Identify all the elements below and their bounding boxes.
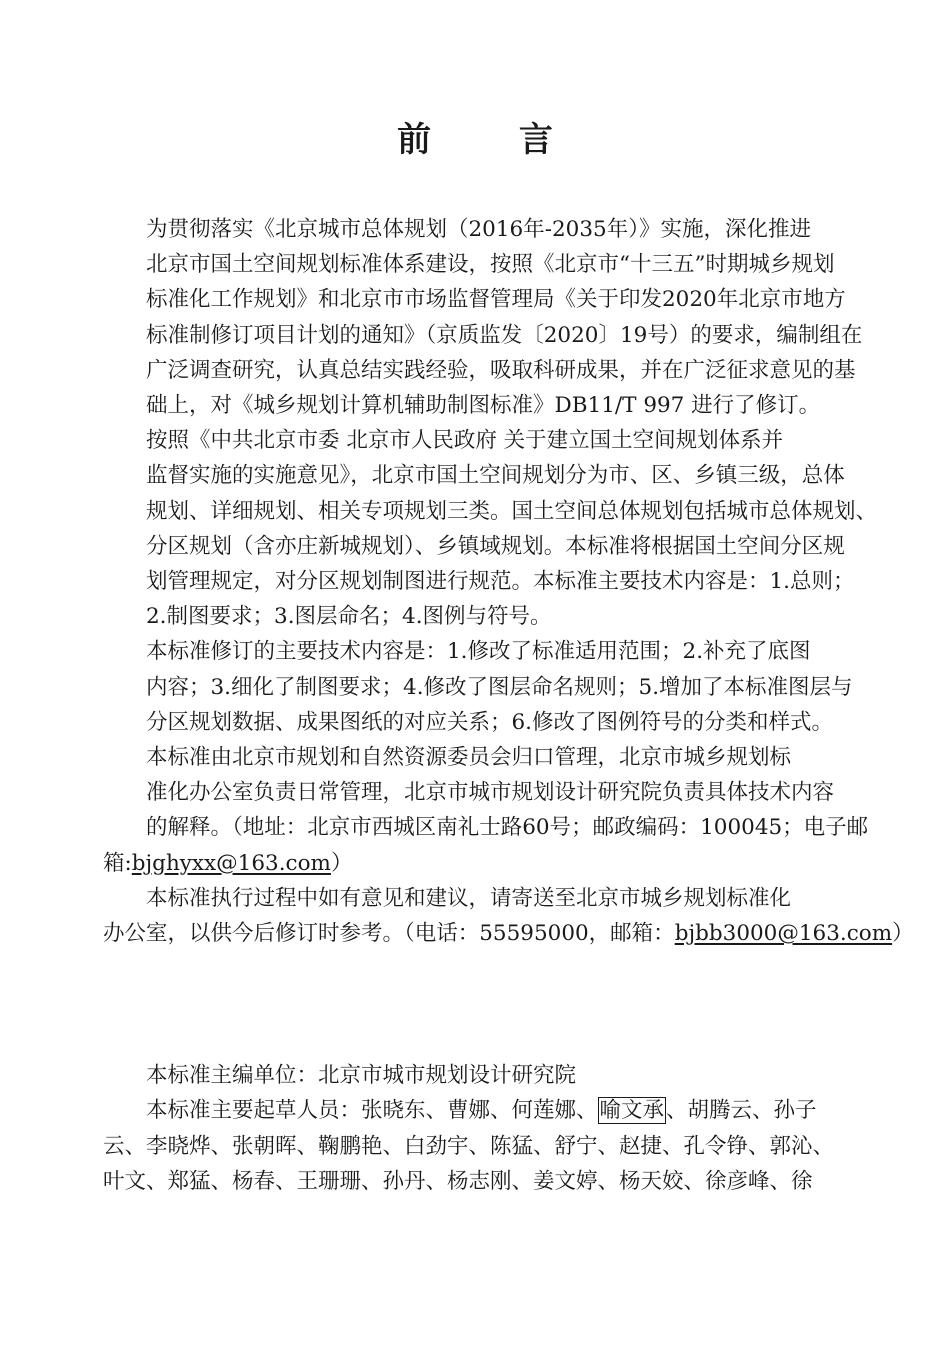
email-prefix: 箱:: [103, 850, 132, 876]
text-line: 标准制修订项目计划的通知》（京质监发〔2020〕19号）的要求，编制组在: [146, 322, 863, 348]
text-line: 划管理规定，对分区规划制图进行规范。本标准主要技术内容是：1.总则；: [146, 569, 855, 595]
drafters-prefix: 本标准主要起草人员：张晓东、曹娜、何莲娜、: [146, 1098, 598, 1124]
paragraph-4: [103, 740, 869, 881]
page-title: 前 言: [397, 120, 591, 160]
editor-unit: [103, 1058, 849, 1093]
phone-text: 办公室，以供今后修订时参考。（电话：55595000，邮箱：: [103, 921, 675, 947]
text-line: 础上，对《城乡规划计算机辅助制图标准》DB11/T 997 进行了修订。: [146, 393, 821, 419]
text-line: 的解释。（地址：北京市西城区南礼士路60号；邮政编码：100045；电子邮: [146, 815, 869, 841]
highlighted-name: 喻文承: [599, 1098, 665, 1124]
text-line: 按照《中共北京市委 北京市人民政府 关于建立国土空间规划体系并: [146, 428, 784, 454]
text-line: 本标准由北京市规划和自然资源委员会归口管理，北京市城乡规划标: [146, 745, 792, 771]
text-line: 分区规划（含亦庄新城规划）、乡镇域规划。本标准将根据国土空间分区规: [146, 533, 845, 559]
text-line: 本标准执行过程中如有意见和建议，请寄送至北京市城乡规划标准化: [146, 885, 792, 911]
email-suffix: ）: [892, 921, 914, 947]
text-line: 为贯彻落实《北京城市总体规划（2016年-2035年）》实施，深化推进: [146, 217, 811, 242]
text-line: 监督实施的实施意见》，北京市国土空间规划分为市、区、乡镇三级，总体: [146, 463, 845, 489]
feedback-email-link[interactable]: bjbb3000@163.com: [674, 921, 893, 947]
text-line: 标准化工作规划》和北京市市场监督管理局《关于印发2020年北京市地方: [146, 287, 846, 313]
text-line: 规划、详细规划、相关专项规划三类。国土空间总体规划包括城市总体规划、: [146, 498, 878, 524]
drafters-suffix: 、胡腾云、孙子: [666, 1098, 817, 1124]
text-line: 广泛调查研究，认真总结实践经验，吸取科研成果，并在广泛征求意见的基: [146, 357, 856, 383]
paragraph-3: [103, 634, 853, 740]
drafters-paragraph: [103, 1093, 849, 1199]
text-line: 内容；3.细化了制图要求；4.修改了图层命名规则；5.增加了本标准图层与: [146, 674, 853, 700]
paragraph-2: [103, 423, 878, 634]
email-suffix: ）: [330, 850, 353, 876]
text-line: 叶文、郑猛、杨春、王珊珊、孙丹、杨志刚、姜文婷、杨天姣、徐彦峰、徐: [103, 1168, 813, 1194]
text-line: 2.制图要求；3.图层命名；4.图例与符号。: [146, 604, 552, 630]
text-line: [103, 846, 849, 881]
text-line: 本标准修订的主要技术内容是：1.修改了标准适用范围；2.补充了底图: [146, 639, 811, 665]
contact-email-link[interactable]: bjghyxx@163.com: [131, 850, 331, 876]
text-line: 准化办公室负责日常管理，北京市城市规划设计研究院负责具体技术内容: [146, 780, 835, 806]
paragraph-5: [103, 881, 914, 951]
section-gap: [103, 951, 849, 1058]
text-line: 北京市国土空间规划标准体系建设，按照《北京市“十三五”时期城乡规划: [146, 252, 835, 278]
document-body: [103, 212, 914, 1199]
text-line: 本标准主编单位：北京市城市规划设计研究院: [146, 1063, 577, 1089]
paragraph-1: [103, 212, 863, 423]
text-line: 云、李晓烨、张朝晖、鞠鹏艳、白劲宇、陈猛、舒宁、赵捷、孔令铮、郭沁、: [103, 1133, 835, 1159]
text-line: 分区规划数据、成果图纸的对应关系；6.修改了图例符号的分类和样式。: [146, 709, 834, 735]
text-line: [103, 1093, 849, 1128]
text-line: [103, 916, 914, 951]
